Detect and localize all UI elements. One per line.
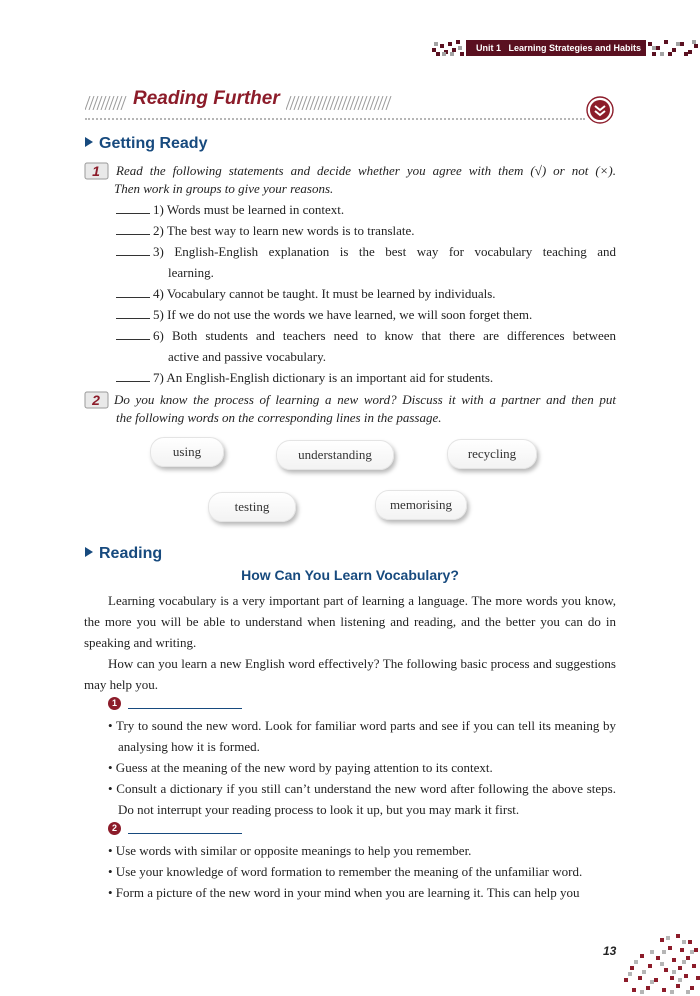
word-bubble-understanding[interactable]: understanding [276, 440, 394, 470]
statement-1: 1) Words must be learned in context. [116, 199, 616, 220]
step-blank-line[interactable] [128, 708, 242, 709]
step-2-answer-line[interactable] [108, 822, 248, 836]
reading-paragraph-1: Learning vocabulary is a very important part of learning a language. The more words you know, the more you will be able to understand when listening and reading, and the better you can do in speaking and writing. [84, 593, 616, 650]
task-1-instruction-line-1: Read the following statements and decide whether you agree with them (√) or not (×). [116, 163, 616, 178]
word-bubble-recycling[interactable]: recycling [447, 439, 537, 469]
unit-title: Learning Strategies and Habits [508, 43, 642, 53]
step-2-bullet-1: • Use words with similar or opposite meanings to help you remember. [108, 843, 472, 858]
step-1-answer-line[interactable] [108, 697, 248, 711]
task-2-number-badge [84, 391, 110, 409]
step-1-bullet-1: • Try to sound the new word. Look for familiar word parts and see if you can tell its meaning by analysing how it is formed. [108, 718, 616, 754]
word-bubble-using[interactable]: using [150, 437, 224, 467]
step-2-bullet-3: • Form a picture of the new word in your mind when you are learning it. This can help you [108, 885, 580, 900]
answer-blank[interactable] [116, 244, 150, 256]
statement-7: 7) An English-English dictionary is an important aid for students. [116, 367, 616, 388]
task-1-instruction-line-2: Then work in groups to give your reasons. [114, 181, 334, 196]
statement-6: 6) Both students and teachers need to know that there are differences between [116, 325, 616, 346]
page-number: 13 [603, 944, 617, 958]
svg-text:2: 2 [92, 392, 100, 408]
section-title: Reading Further [133, 88, 280, 109]
step-blank-line[interactable] [128, 833, 242, 834]
step-1-bullet-2: • Guess at the meaning of the new word by paying attention to its context. [108, 760, 493, 775]
unit-label: Unit 1 [476, 43, 502, 53]
getting-ready-heading: Getting Ready [85, 135, 207, 153]
answer-blank[interactable] [116, 328, 150, 340]
svg-text:1: 1 [92, 163, 100, 179]
step-1-bullet-3: • Consult a dictionary if you still can’t understand the new word after following the above steps. Do not interrupt your reading process to look it up, but you may mark it first. [108, 781, 616, 817]
triangle-bullet-icon [85, 547, 93, 557]
task-2-instruction-line-2: the following words on the corresponding lines in the passage. [116, 410, 442, 425]
statement-6-continuation: active and passive vocabulary. [168, 349, 326, 364]
answer-blank[interactable] [116, 202, 150, 214]
answer-blank[interactable] [116, 307, 150, 319]
step-2-bullet-2: • Use your knowledge of word formation to remember the meaning of the unfamiliar word. [108, 864, 583, 879]
step-number-badge: 2 [108, 822, 121, 835]
statement-4: 4) Vocabulary cannot be taught. It must be learned by individuals. [116, 283, 616, 304]
word-bubble-testing[interactable]: testing [208, 492, 296, 522]
hatch-decoration-right [286, 96, 394, 110]
hatch-decoration-left [85, 96, 127, 110]
answer-blank[interactable] [116, 370, 150, 382]
statement-3: 3) English-English explanation is the best way for vocabulary teaching and [116, 241, 616, 262]
statement-2: 2) The best way to learn new words is to translate. [116, 220, 616, 241]
corner-checker-decoration [620, 934, 700, 996]
reading-paragraph-2: How can you learn a new English word effectively? The following basic process and suggestions may help you. [84, 656, 616, 692]
task-1-number-badge [84, 162, 110, 180]
task-2-instruction-line-1: Do you know the process of learning a new word? Discuss it with a partner and then put [114, 392, 616, 407]
triangle-bullet-icon [85, 137, 93, 147]
reading-title: How Can You Learn Vocabulary? [241, 567, 459, 583]
statement-3-continuation: learning. [168, 265, 214, 280]
unit-header-bar [466, 40, 646, 56]
answer-blank[interactable] [116, 223, 150, 235]
double-chevron-down-icon[interactable] [586, 96, 614, 124]
section-divider [85, 118, 585, 120]
step-number-badge: 1 [108, 697, 121, 710]
statement-5: 5) If we do not use the words we have learned, we will soon forget them. [116, 304, 616, 325]
reading-heading: Reading [85, 545, 162, 563]
answer-blank[interactable] [116, 286, 150, 298]
word-bubble-memorising[interactable]: memorising [375, 490, 467, 520]
